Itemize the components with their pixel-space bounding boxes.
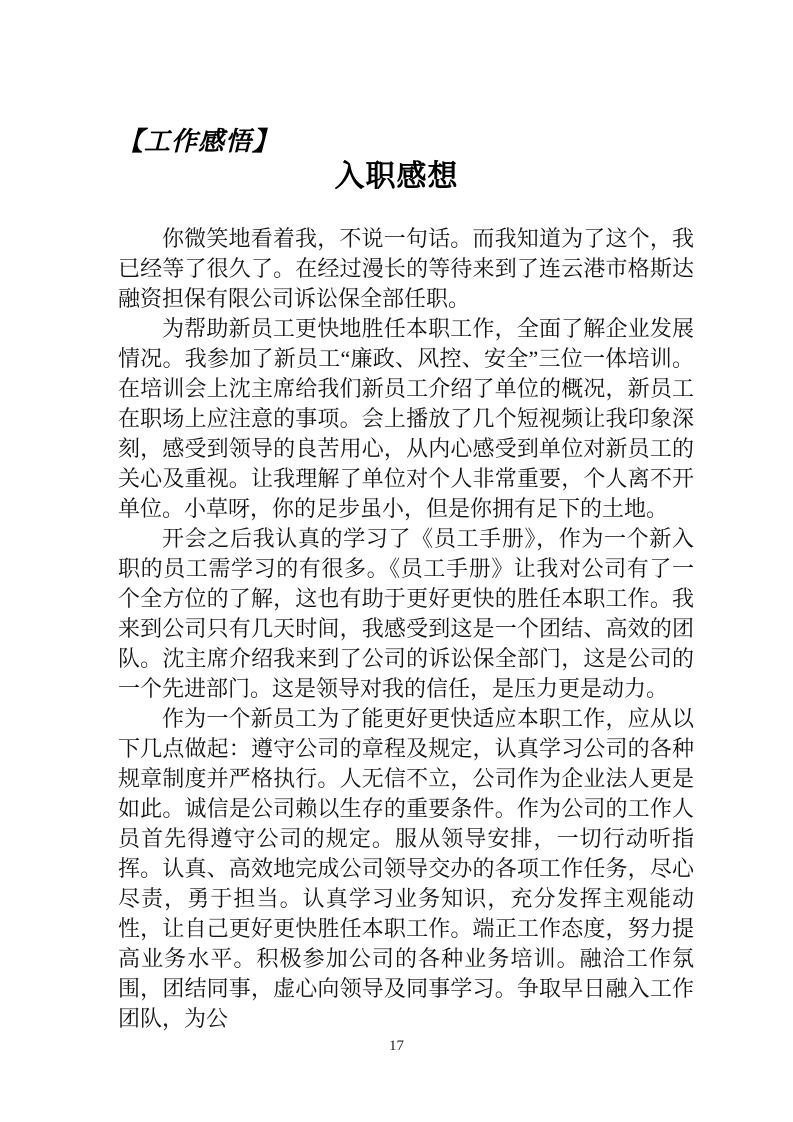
- body-paragraph: 开会之后我认真的学习了《员工手册》，作为一个新入职的员工需学习的有很多。《员工手册》让我对公司有了一个全方位的了解，这也有助于更好更快的胜任本职工作。我来到公司只有几天时间，我感受到这是一个团结、高效的团队。沈主席介绍我来到了公司的诉讼保全部门，这是公司的一个先进部门。这是领导对我的信任，是压力更是动力。: [118, 526, 694, 701]
- body-paragraph: 为帮助新员工更快地胜任本职工作，全面了解企业发展情况。我参加了新员工“廉政、风控、安全”三位一体培训。在培训会上沈主席给我们新员工介绍了单位的概况，新员工在职场上应注意的事项。会上播放了几个短视频让我印象深刻，感受到领导的良苦用心，从内心感受到单位对新员工的关心及重视。让我理解了单位对个人非常重要，个人离不开单位。小草呀，你的足步虽小，但是你拥有足下的土地。: [118, 316, 694, 521]
- page-number: 17: [389, 1038, 404, 1054]
- section-header: 【工作感悟】: [117, 127, 280, 156]
- body-paragraph: 你微笑地看着我，不说一句话。而我知道为了这个，我已经等了很久了。在经过漫长的等待来到了连云港市格斯达融资担保有限公司诉讼保全部任职。: [118, 226, 694, 311]
- article-body: [118, 224, 694, 1034]
- page-title: 入职感想: [334, 160, 459, 193]
- body-paragraph: 作为一个新员工为了能更好更快适应本职工作，应从以下几点做起：遵守公司的章程及规定，认真学习公司的各种规章制度并严格执行。人无信不立，公司作为企业法人更是如此。诚信是公司赖以生存的重要条件。作为公司的工作人员首先得遵守公司的规定。服从领导安排，一切行动听指挥。认真、高效地完成公司领导交办的各项工作任务，尽心尽责，勇于担当。认真学习业务知识，充分发挥主观能动性，让自己更好更快胜任本职工作。端正工作态度，努力提高业务水平。积极参加公司的各种业务培训。融洽工作氛围，团结同事，虚心向领导及同事学习。争取早日融入工作团队，为公: [118, 706, 694, 1031]
